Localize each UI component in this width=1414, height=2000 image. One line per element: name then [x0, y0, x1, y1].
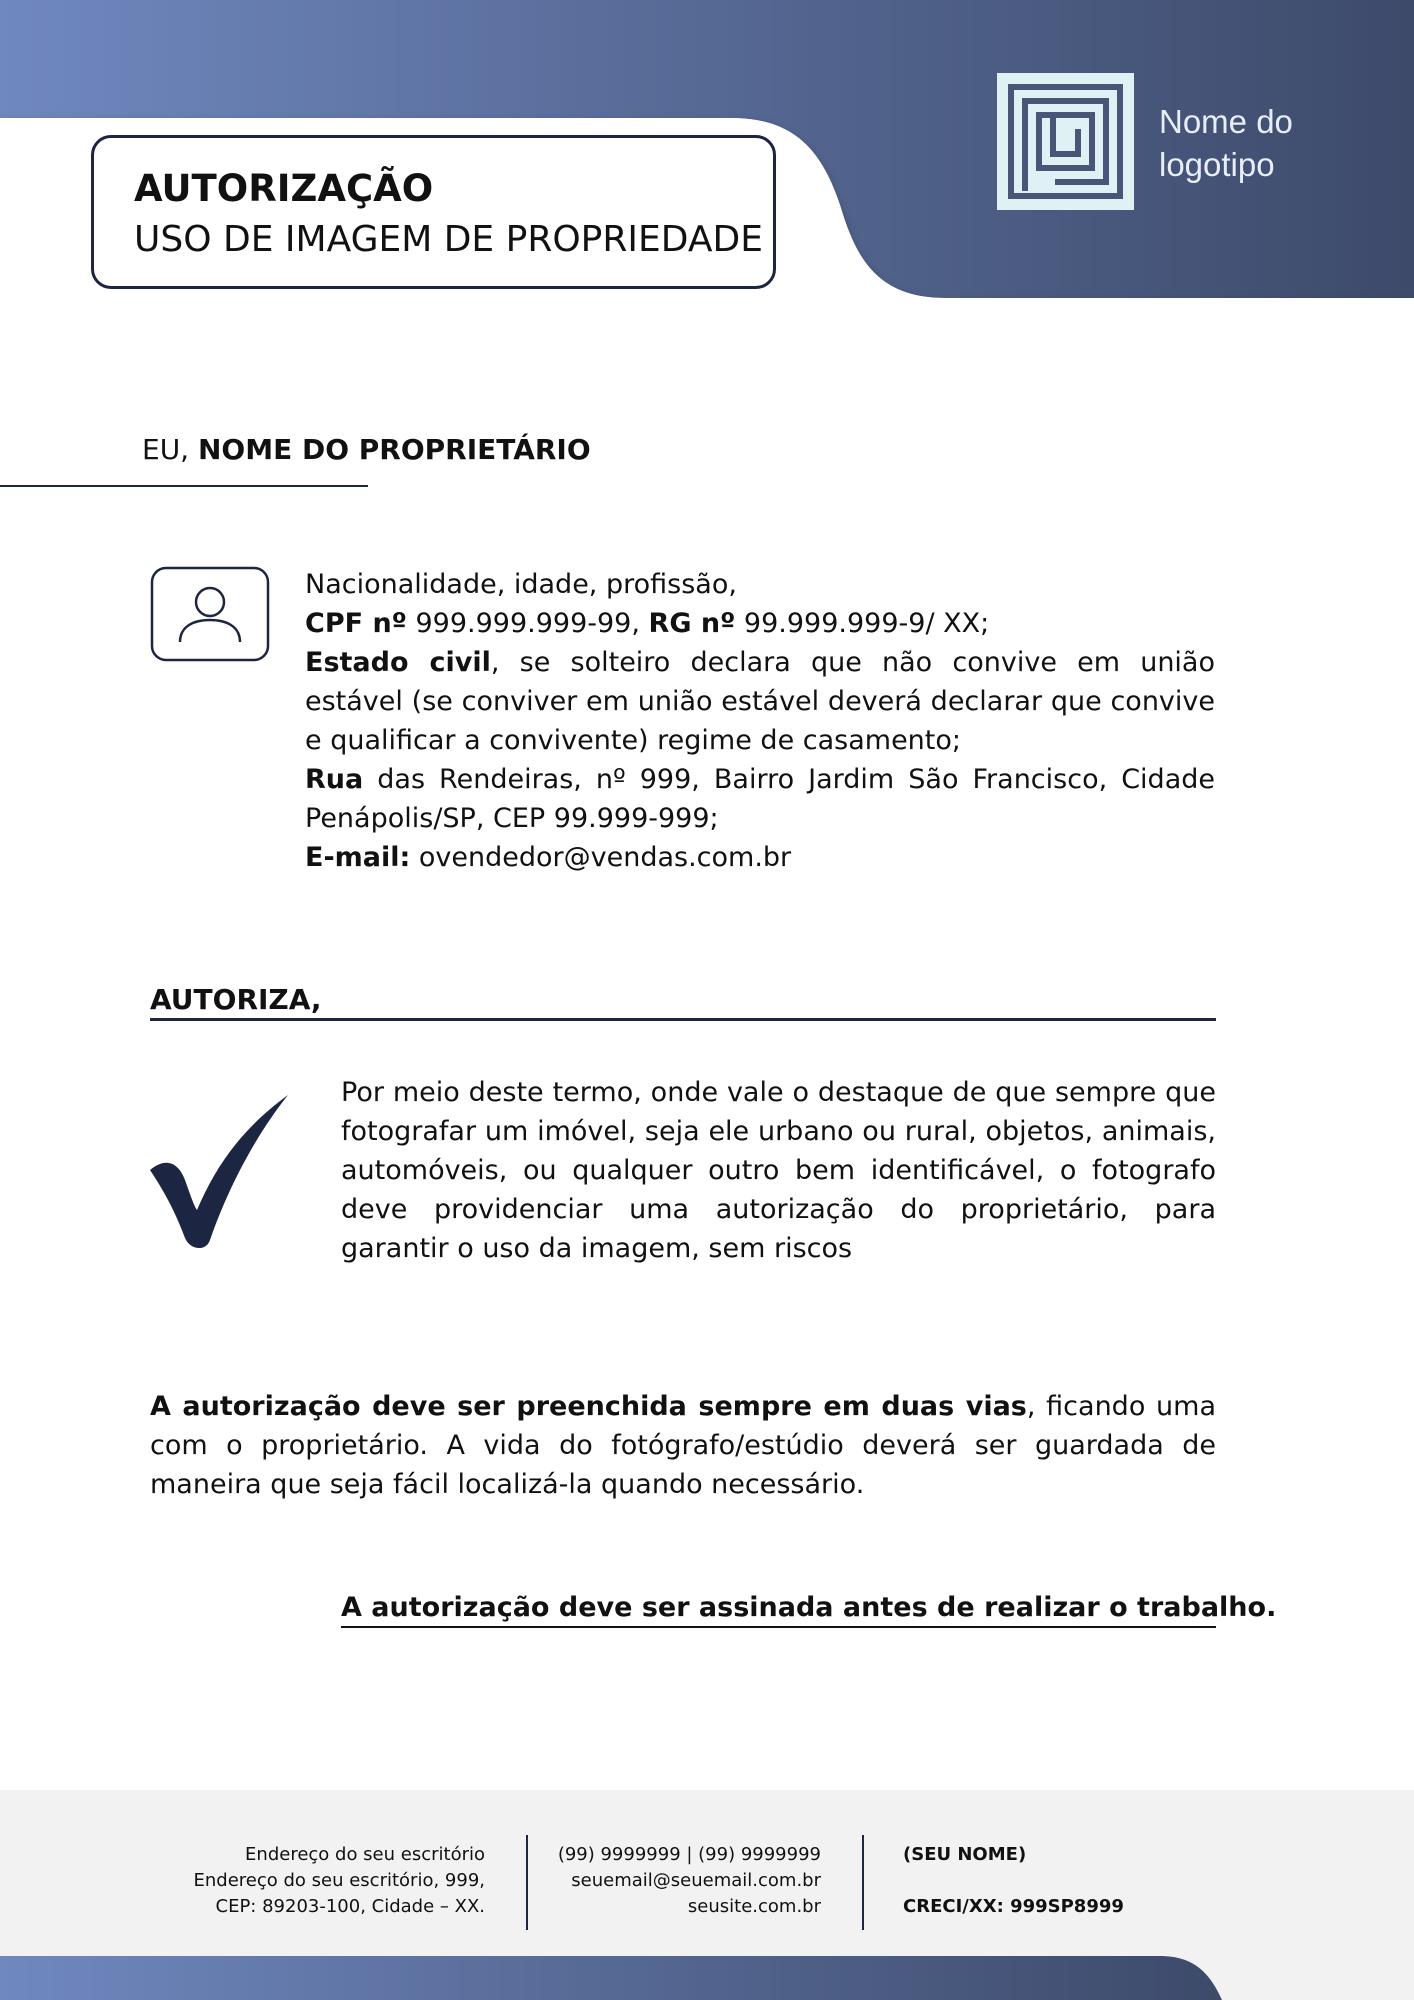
logo-line2: logotipo	[1159, 146, 1275, 183]
address-line	[305, 760, 1215, 838]
footer-email: seuemail@seuemail.com.br	[571, 1870, 821, 1891]
address-line-2: Endereço do seu escritório, 999,	[193, 1870, 485, 1891]
logo-name	[1159, 100, 1293, 186]
owner-details	[305, 565, 1215, 877]
agent-creci: CRECI/XX: 999SP8999	[903, 1896, 1124, 1917]
owner-prefix: EU,	[142, 433, 190, 466]
document-subtitle: USO DE IMAGEM DE PROPRIEDADE	[134, 219, 763, 260]
email-line	[305, 838, 1215, 877]
two-copies-note	[150, 1387, 1216, 1504]
footer-site: seusite.com.br	[687, 1896, 821, 1917]
signature-note-underline	[341, 1626, 1216, 1628]
cpf-value: 999.999.999-99,	[406, 608, 649, 639]
footer-contact	[558, 1842, 821, 1920]
two-copies-rest: , ficando uma com o proprietário. A vida do fotógrafo/estúdio deverá ser guardada de maneira que seja fácil localizá-la quando necessário.	[150, 1391, 1216, 1500]
user-icon	[150, 566, 270, 662]
rg-label: RG nº	[648, 608, 736, 639]
signature-note: A autorização deve ser assinada antes de realizar o trabalho.	[341, 1592, 1277, 1623]
email-label: E-mail:	[305, 842, 411, 873]
owner-line	[142, 433, 591, 467]
civil-status-label: Estado civil	[305, 647, 491, 678]
footer-address	[194, 1842, 486, 1920]
autoriza-heading: AUTORIZA,	[150, 983, 322, 1016]
footer-banner	[0, 1950, 1414, 2000]
authorization-text: Por meio deste termo, onde vale o destaque de que sempre que fotografar um imóvel, seja ele urbano ou rural, objetos, animais, automóveis, ou qualquer outro bem identificável, o fotografo deve providenciar uma autorização do proprietário, para garantir o uso da imagem, sem riscos	[341, 1077, 1216, 1264]
two-copies-bold: A autorização deve ser preenchida sempre em duas vias	[150, 1391, 1027, 1422]
agent-name: (SEU NOME)	[903, 1844, 1027, 1865]
logo-line1: Nome do	[1159, 103, 1293, 140]
address-line-3: CEP: 89203-100, Cidade – XX.	[215, 1896, 485, 1917]
email-value: ovendedor@vendas.com.br	[410, 842, 792, 873]
civil-status-text: , se solteiro declara que não convive em união estável (se conviver em união estável deverá declarar que convive e qualificar a convivente) regime de casamento;	[305, 647, 1215, 756]
checkmark-icon	[145, 1090, 295, 1250]
rg-value: 99.999.999-9/ XX;	[735, 608, 990, 639]
footer-agent	[903, 1842, 1124, 1920]
owner-underline	[0, 485, 368, 487]
footer-phone: (99) 9999999 | (99) 9999999	[557, 1844, 821, 1865]
documents-line	[305, 604, 1215, 643]
autoriza-underline	[150, 1018, 1216, 1021]
street-text: das Rendeiras, nº 999, Bairro Jardim São Francisco, Cidade Penápolis/SP, CEP 99.999-999;	[305, 764, 1215, 834]
footer-divider	[862, 1835, 864, 1930]
owner-name: NOME DO PROPRIETÁRIO	[198, 433, 591, 466]
maze-logo-icon	[997, 73, 1134, 210]
document-title: AUTORIZAÇÃO	[134, 167, 434, 210]
footer-divider	[526, 1835, 528, 1930]
street-label: Rua	[305, 764, 364, 795]
address-line-1: Endereço do seu escritório	[245, 1844, 485, 1865]
nationality-line: Nacionalidade, idade, profissão,	[305, 569, 737, 600]
cpf-label: CPF nº	[305, 608, 407, 639]
title-box	[91, 135, 776, 289]
civil-status-line	[305, 643, 1215, 760]
